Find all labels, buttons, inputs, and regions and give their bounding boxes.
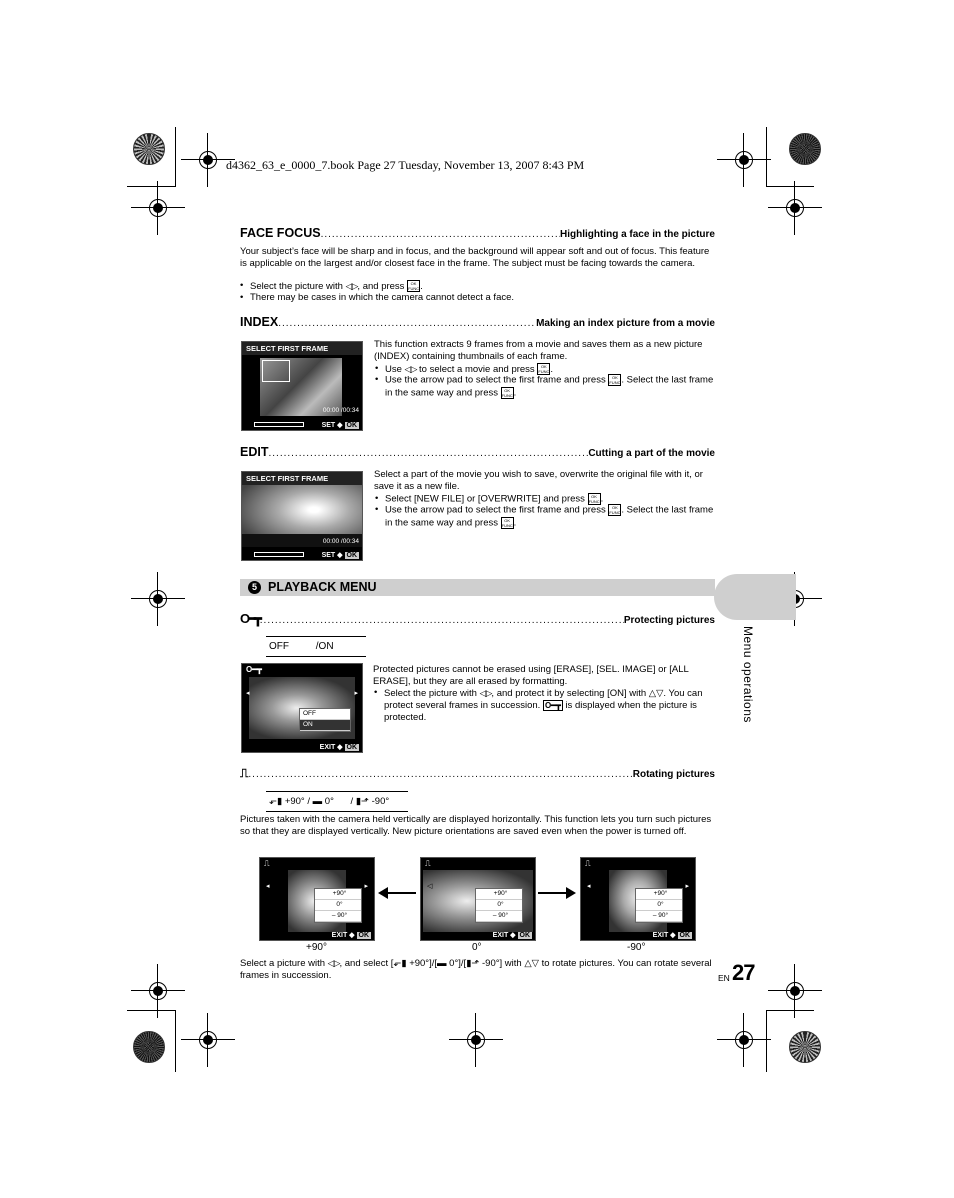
registration-mark	[195, 1027, 221, 1053]
protect-menu	[299, 708, 351, 732]
trim-line	[175, 127, 176, 187]
registration-mark	[463, 1027, 489, 1053]
index-progress-bar	[254, 422, 304, 427]
face-focus-heading: FACE FOCUS ..... Highlighting a face in the picture	[240, 226, 715, 242]
rotate-footer: Select a picture with ◁▷, and select [⬐▮ +90°]/[▬ 0°]/[▮⬏ -90°] with △▽ to rotate pictures. You can rotate several frames in succession.	[240, 958, 712, 981]
up-down-arrow-icon: △▽	[648, 688, 664, 699]
ok-button-icon: OK FUNC	[609, 505, 621, 515]
face-focus-bullet-2: • There may be cases in which the camera cannot detect a face.	[240, 292, 715, 304]
rotate-menu	[314, 888, 362, 923]
rotate-menu-zero[interactable]: 0°	[636, 900, 682, 911]
rotate-screen-exit: EXIT ◆ OK	[492, 932, 530, 939]
ok-button-icon: OK FUNC	[588, 494, 600, 504]
left-right-arrow-icon: ◁▷	[479, 688, 492, 698]
ok-button-icon: OK FUNC	[538, 364, 550, 375]
index-bullet-1: • Use ◁▷ to select a movie and press OK FUNC.	[375, 363, 715, 376]
rotate-menu-plus90[interactable]: +90°	[636, 889, 682, 900]
registration-mark	[145, 978, 171, 1004]
index-screen-set: SET ◆ OK	[321, 422, 357, 429]
rotate-caption-minus90: -90°	[627, 942, 646, 953]
rotate-screen-exit: EXIT ◆ OK	[652, 932, 690, 939]
edit-screen-set: SET ◆ OK	[321, 552, 357, 559]
rotate-plus-icon: ⬐▮	[269, 796, 283, 807]
side-tab	[714, 574, 796, 620]
protect-key-box-icon: O━┳	[544, 701, 561, 710]
left-arrow-icon: ◂	[266, 883, 270, 890]
rotate-screen-zero	[420, 857, 536, 941]
left-arrow-icon: ◂	[587, 883, 591, 890]
face-focus-body: Your subject’s face will be sharp and in focus, and the background will appear soft and out of focus. This feature is applicable on the largest and/or closest face in the frame. The subject must be facing towards the camera.	[240, 246, 710, 269]
protect-screen	[241, 663, 363, 753]
rotate-icon: ⎍	[240, 766, 249, 780]
rotate-screen-plus90	[259, 857, 375, 941]
edit-bullet-1: • Select [NEW FILE] or [OVERWRITE] and press OK FUNC.	[375, 493, 715, 506]
rotate-zero-icon: ▬	[437, 958, 447, 969]
trim-line	[766, 1010, 814, 1011]
rotate-menu-zero[interactable]: 0°	[315, 900, 361, 911]
page-number: 27	[732, 960, 755, 985]
right-arrow-icon: ▸	[364, 883, 368, 890]
ok-button-icon: OK FUNC	[408, 281, 420, 292]
rotate-menu	[635, 888, 683, 923]
protect-screen-exit: EXIT ◆ OK	[319, 744, 357, 751]
face-focus-bullet-1: • Select the picture with ◁▷, and press OK FUNC.	[240, 280, 715, 293]
left-right-arrow-icon: ◁▷	[327, 958, 340, 968]
left-right-arrow-icon: ◁▷	[345, 281, 358, 291]
trim-line	[766, 1010, 767, 1072]
ok-button-icon: OK FUNC	[501, 387, 513, 398]
rotate-icon-small: ⎍	[264, 859, 270, 868]
registration-mark	[145, 586, 171, 612]
rotate-caption-plus90: +90°	[306, 942, 327, 953]
protect-bullet: • Select the picture with ◁▷, and protect it by selecting [ON] with △▽. You can protect several frames in succession. O━┳ is displayed when the picture is protected.	[374, 687, 722, 724]
index-body: This function extracts 9 frames from a movie and saves them as a new picture (INDEX) containing thumbnails of each frame.	[374, 339, 703, 362]
registration-mark	[731, 147, 757, 173]
side-tab-label: Menu operations	[741, 626, 755, 723]
trim-line	[127, 186, 175, 187]
right-arrow-icon: ▸	[685, 883, 689, 890]
rotate-body: Pictures taken with the camera held vertically are displayed horizontally. This function lets you turn such pictures so that they are displayed vertically. New picture orientations are saved even when the power is turned off.	[240, 814, 712, 837]
rotate-menu-zero[interactable]: 0°	[476, 900, 522, 911]
up-down-arrow-icon: △▽	[524, 958, 539, 969]
playback-menu-number: 5	[248, 581, 261, 594]
left-arrow-icon: ◁	[427, 883, 433, 890]
rotate-minus-icon: ▮⬏	[466, 958, 480, 969]
registration-mark	[782, 195, 808, 221]
rotate-options-row: ⬐▮ +90° / ▬ 0° / ▮⬏ -90°	[266, 791, 408, 812]
trim-line	[175, 1010, 176, 1072]
ok-button-icon: OK FUNC	[609, 375, 621, 385]
registration-rosette-top-left	[133, 133, 165, 165]
rotate-zero-icon: ▬	[312, 796, 323, 807]
registration-rosette-bottom-right	[789, 1031, 821, 1063]
registration-mark	[782, 978, 808, 1004]
edit-heading: EDIT ..... Cutting a part of the movie	[240, 445, 715, 461]
trim-line	[766, 186, 814, 187]
rotate-menu-minus90[interactable]: – 90°	[315, 911, 361, 922]
edit-bullet-2: • Use the arrow pad to select the first frame and press OK FUNC. Select the last frame in the same way and press OK FUNC.	[375, 504, 715, 529]
playback-menu-bar	[240, 579, 715, 596]
edit-screen-time: 00:00 /00:34	[322, 538, 359, 545]
playback-menu-title: PLAYBACK MENU	[268, 580, 377, 594]
rotate-menu	[475, 888, 523, 923]
rotate-screen-exit: EXIT ◆ OK	[331, 932, 369, 939]
rotate-screen-minus90	[580, 857, 696, 941]
page-lang: EN	[718, 973, 730, 983]
edit-progress-bar	[254, 552, 304, 557]
index-screen-time: 00:00 /00:34	[322, 407, 359, 414]
index-selected-frame	[262, 360, 290, 382]
registration-rosette-bottom-left	[133, 1031, 165, 1063]
edit-screen: SELECT FIRST FRAME 00:00 /00:34 SET ◆ OK	[241, 471, 363, 561]
ok-button-icon: OK FUNC	[501, 517, 513, 528]
protect-menu-on[interactable]: ON	[300, 720, 350, 731]
registration-mark	[731, 1027, 757, 1053]
trim-line	[766, 127, 767, 187]
edit-body: Select a part of the movie you wish to save, overwrite the original file with it, or save it as a new file.	[374, 469, 703, 492]
protect-key-icon: O━┳	[240, 611, 260, 626]
protect-heading: O━┳ ..... Protecting pictures	[240, 611, 715, 627]
rotate-menu-minus90[interactable]: – 90°	[476, 911, 522, 922]
rotate-menu-plus90[interactable]: +90°	[315, 889, 361, 900]
rotate-menu-plus90[interactable]: +90°	[476, 889, 522, 900]
print-header: d4362_63_e_0000_7.book Page 27 Tuesday, November 13, 2007 8:43 PM	[226, 158, 585, 172]
rotate-heading: ⎍ ..... Rotating pictures	[240, 766, 715, 782]
protect-menu-off[interactable]: OFF	[300, 709, 350, 720]
right-arrow-icon: ▸	[354, 690, 358, 697]
rotate-plus-icon: ⬐▮	[393, 958, 407, 969]
rotate-icon-small: ⎍	[425, 859, 431, 868]
rotate-icon-small: ⎍	[585, 859, 591, 868]
index-heading: INDEX ..... Making an index picture from a movie	[240, 315, 715, 331]
left-arrow-icon: ◂	[246, 690, 250, 697]
trim-line	[127, 1010, 175, 1011]
index-bullet-2: • Use the arrow pad to select the first frame and press OK FUNC. Select the last frame in the same way and press OK FUNC.	[375, 374, 715, 399]
rotate-caption-zero: 0°	[472, 942, 482, 953]
protect-options-row: OFF /ON	[266, 636, 366, 657]
registration-mark	[195, 147, 221, 173]
index-screen: SELECT FIRST FRAME 00:00 /00:34 SET ◆ OK	[241, 341, 363, 431]
left-right-arrow-icon: ◁▷	[404, 364, 417, 374]
arrow-left-icon	[378, 886, 416, 900]
rotate-minus-icon: ▮⬏	[355, 796, 369, 807]
rotate-menu-minus90[interactable]: – 90°	[636, 911, 682, 922]
protect-key-icon-small: O━┳	[246, 665, 262, 674]
protect-body: Protected pictures cannot be erased using [ERASE], [SEL. IMAGE] or [ALL ERASE], but they are all erased by formatting.	[373, 664, 689, 687]
registration-rosette-top-right	[789, 133, 821, 165]
registration-mark	[145, 195, 171, 221]
arrow-right-icon	[538, 886, 576, 900]
